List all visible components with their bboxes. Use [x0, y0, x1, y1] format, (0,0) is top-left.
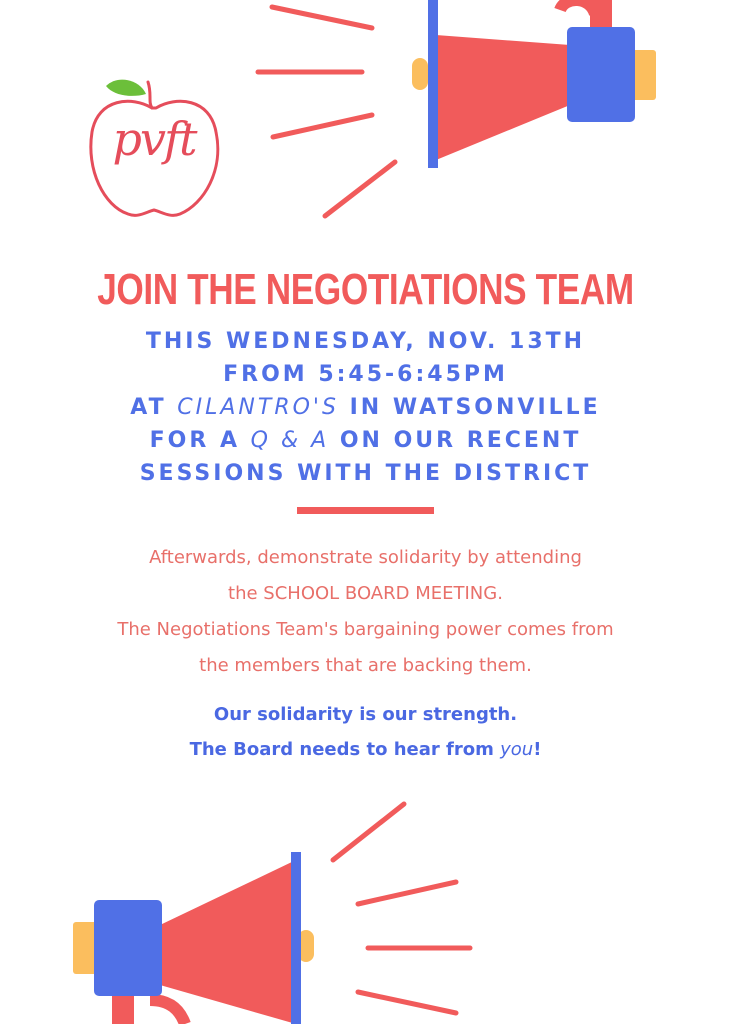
qa-text: Q & A: [250, 428, 330, 453]
body-line-1: Afterwards, demonstrate solidarity by attending: [149, 547, 582, 568]
venue-suffix: IN WATSONVILLE: [338, 395, 601, 420]
body-line-4: the members that are backing them.: [199, 655, 532, 676]
closing-line-1: Our solidarity is our strength.: [213, 704, 518, 725]
venue-name: CILANTRO'S: [177, 395, 339, 420]
body-line-2: the SCHOOL BOARD MEETING.: [228, 583, 503, 604]
purpose-prefix: FOR A: [149, 428, 251, 453]
purpose-suffix: ON OUR RECENT: [329, 428, 582, 453]
logo-text: pvft: [112, 112, 196, 166]
headline: JOIN THE NEGOTIATIONS TEAM: [97, 265, 634, 314]
details-line-sessions: SESSIONS WITH THE DISTRICT: [139, 461, 592, 486]
closing-you: you: [500, 739, 534, 760]
closing-prefix: The Board needs to hear from: [189, 739, 501, 760]
details-line-time: FROM 5:45-6:45PM: [223, 362, 508, 387]
bottom-sound-lines: [333, 804, 470, 1013]
closing-suffix: !: [533, 739, 542, 760]
body-line-3: The Negotiations Team's bargaining power comes from: [117, 619, 614, 640]
details-line-date: THIS WEDNESDAY, NOV. 13TH: [145, 329, 586, 354]
venue-prefix: AT: [130, 395, 178, 420]
